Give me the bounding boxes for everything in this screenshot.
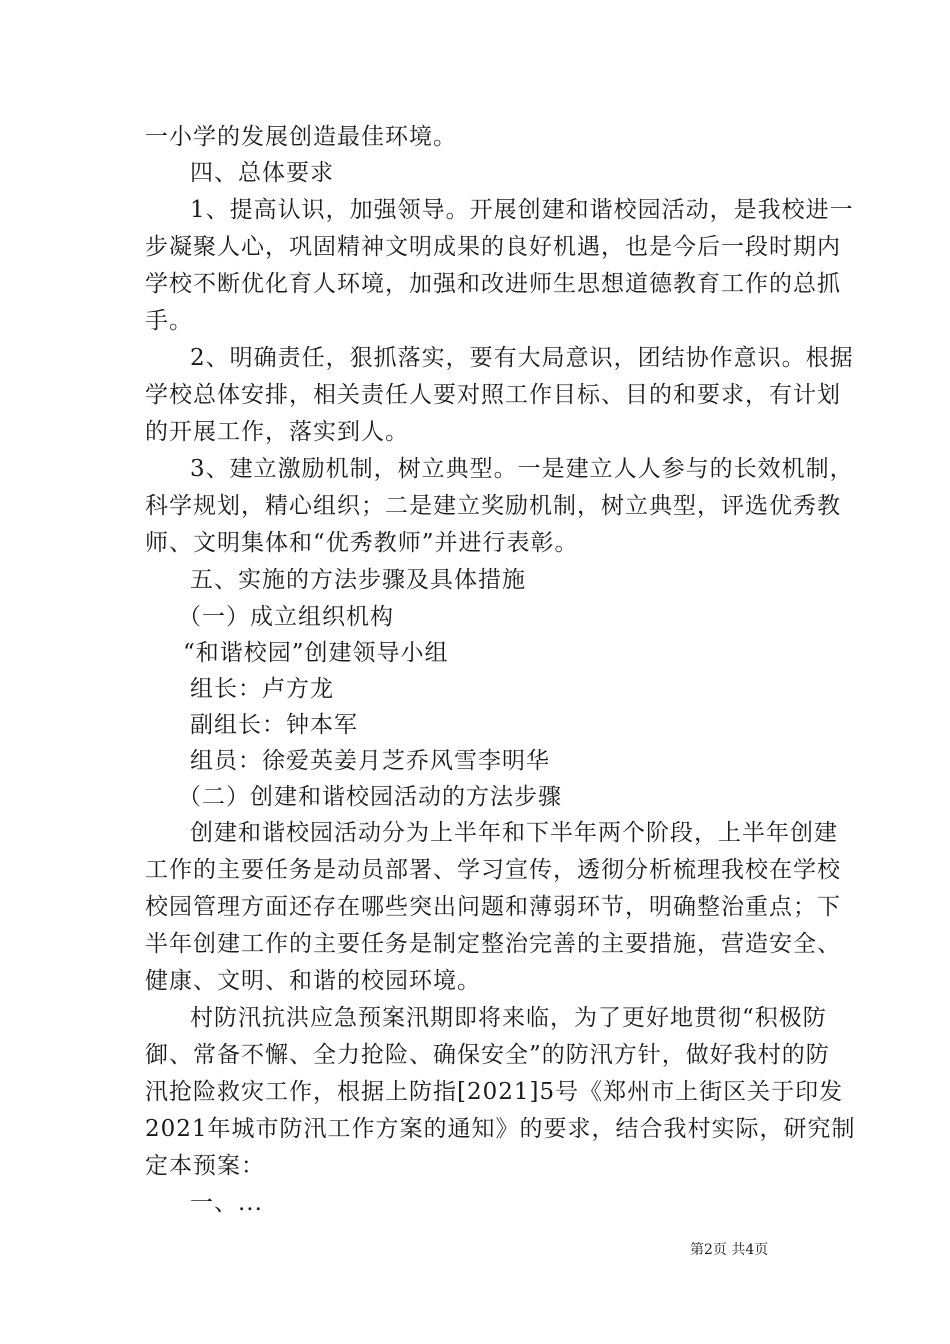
text-line: 校园管理方面还存在哪些突出问题和薄弱环节，明确整治重点；下 bbox=[145, 894, 841, 920]
text-line: 2、明确责任，狠抓落实，要有大局意识，团结协作意识。根据 bbox=[190, 345, 854, 371]
text-line: 组长：卢方龙 bbox=[190, 676, 334, 702]
text-line: 工作的主要任务是动员部署、学习宣传，透彻分析梳理我校在学校 bbox=[145, 857, 841, 883]
text-line: 师、文明集体和“优秀教师”并进行表彰。 bbox=[145, 530, 579, 556]
text-line: 御、常备不懈、全力抢险、确保安全”的防汛方针，做好我村的防 bbox=[145, 1042, 830, 1068]
text-line: 手。 bbox=[145, 308, 193, 334]
text-line: 的开展工作，落实到人。 bbox=[145, 419, 409, 445]
text-line: 科学规划，精心组织；二是建立奖励机制，树立典型，评选优秀教 bbox=[145, 493, 841, 519]
text-line: “和谐校园”创建领导小组 bbox=[183, 640, 449, 666]
text-line: 健康、文明、和谐的校园环境。 bbox=[145, 968, 481, 994]
text-line: 3、建立激励机制，树立典型。一是建立人人参与的长效机制， bbox=[190, 456, 854, 482]
text-line: 步凝聚人心，巩固精神文明成果的良好机遇，也是今后一段时期内 bbox=[145, 234, 841, 260]
subsection-heading: （一）成立组织机构 bbox=[178, 604, 394, 630]
text-line: 村防汛抗洪应急预案汛期即将来临，为了更好地贯彻“积极防 bbox=[190, 1005, 827, 1031]
section-heading: 四、总体要求 bbox=[190, 160, 334, 186]
text-line: 汛抢险救灾工作，根据上防指[2021]5号《郑州市上街区关于印发 bbox=[145, 1079, 844, 1105]
text-line: 1、提高认识，加强领导。开展创建和谐校园活动，是我校进一 bbox=[190, 197, 854, 223]
text-line: 2021年城市防汛工作方案的通知》的要求，结合我村实际，研究制 bbox=[145, 1116, 856, 1142]
text-line: 学校总体安排，相关责任人要对照工作目标、目的和要求，有计划 bbox=[145, 382, 841, 408]
text-line: 学校不断优化育人环境，加强和改进师生思想道德教育工作的总抓 bbox=[145, 271, 841, 297]
text-line: 组员：徐爱英姜月芝乔风雪李明华 bbox=[190, 748, 550, 774]
text-line: 一小学的发展创造最佳环境。 bbox=[145, 124, 457, 150]
text-line: 一、... bbox=[190, 1190, 263, 1216]
text-line: 副组长：钟本军 bbox=[190, 712, 358, 738]
text-line: 半年创建工作的主要任务是制定整治完善的主要措施，营造安全、 bbox=[145, 931, 841, 957]
subsection-heading: （二）创建和谐校园活动的方法步骤 bbox=[178, 784, 562, 810]
text-line: 定本预案： bbox=[145, 1153, 265, 1179]
page-number: 第2页 共4页 bbox=[690, 1242, 769, 1258]
section-heading: 五、实施的方法步骤及具体措施 bbox=[190, 567, 526, 593]
text-line: 创建和谐校园活动分为上半年和下半年两个阶段，上半年创建 bbox=[190, 820, 838, 846]
